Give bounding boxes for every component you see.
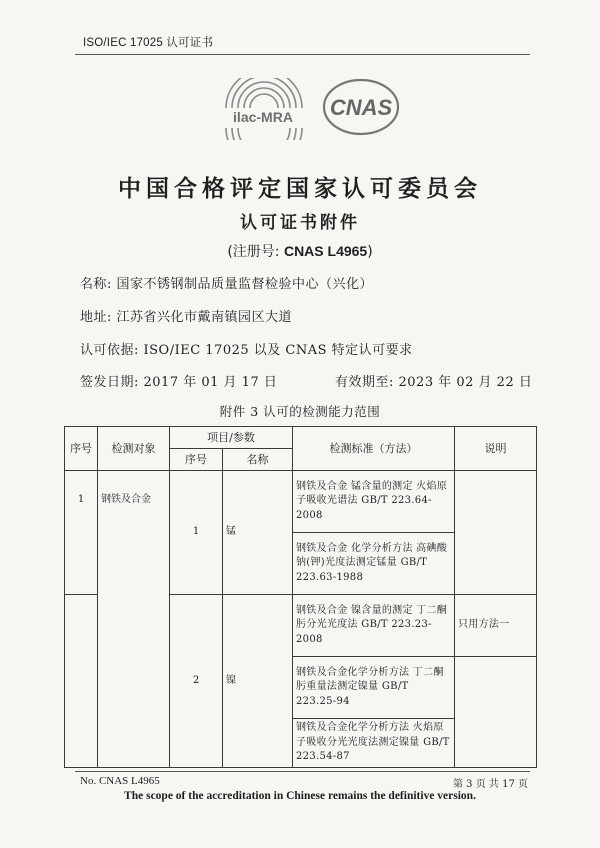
- issue-date: 签发日期: 2017 年 01 月 17 日: [80, 375, 278, 390]
- cnas-logo: [322, 78, 400, 136]
- remark-cell: 只用方法一: [455, 595, 537, 657]
- cnas-logo-text: CNAS: [329, 95, 393, 120]
- header-item-param: 项目/参数: [170, 427, 293, 449]
- footer-note: The scope of the accreditation in Chinese remains the definitive version.: [124, 790, 476, 802]
- table-caption: 附件 3 认可的检测能力范围: [219, 404, 381, 419]
- standard-cell: 钢铁及合金 化学分析方法 高碘酸钠(钾)光度法测定锰量 GB/T 223.63-1988: [293, 533, 455, 595]
- footer-divider: [75, 771, 530, 772]
- reg-no-suffix: ): [367, 244, 373, 260]
- item-seq: 2: [170, 595, 223, 768]
- standard-cell: 钢铁及合金化学分析方法 火焰原子吸收分光光度法测定镍量 GB/T 223.54-87: [293, 719, 455, 768]
- standard-cell: 钢铁及合金 镍含量的测定 丁二酮肟分光光度法 GB/T 223.23-2008: [293, 595, 455, 657]
- document-subtitle: 认可证书附件: [240, 213, 360, 233]
- header-seq: 序号: [65, 427, 98, 471]
- lab-name: 名称: 国家不锈钢制品质量监督检验中心（兴化）: [80, 277, 374, 292]
- accreditation-basis: 认可依据: ISO/IEC 17025 以及 CNAS 特定认可要求: [80, 343, 413, 358]
- standard-cell: 钢铁及合金 锰含量的测定 火焰原子吸收光谱法 GB/T 223.64-2008: [293, 471, 455, 533]
- footer-doc-number: No. CNAS L4965: [80, 775, 160, 787]
- item-seq: 1: [170, 471, 223, 595]
- scope-table: [64, 426, 537, 768]
- ilac-logo-text: ilac-MRA: [233, 109, 293, 125]
- remark-cell: [455, 471, 537, 595]
- table-row: [65, 471, 537, 533]
- reg-no-value: CNAS L4965: [283, 243, 368, 259]
- header-object: 检测对象: [98, 427, 170, 471]
- table-header-row: [65, 427, 537, 449]
- header-sub-name: 名称: [223, 449, 293, 471]
- row-seq: 1: [65, 471, 98, 595]
- document-title: 中国合格评定国家认可委员会: [118, 176, 482, 202]
- remark-cell: [455, 657, 537, 768]
- header-remark: 说明: [455, 427, 537, 471]
- standard-cell: 钢铁及合金化学分析方法 丁二酮肟重量法测定镍量 GB/T 223.25-94: [293, 657, 455, 719]
- row-object: 钢铁及合金: [98, 471, 170, 768]
- header-divider: [75, 54, 530, 55]
- registration-number: [0, 241, 600, 261]
- header-standard: 检测标准（方法）: [293, 427, 455, 471]
- header-text: ISO/IEC 17025 认可证书: [83, 37, 214, 49]
- item-name: 锰: [223, 471, 293, 595]
- header-sub-seq: 序号: [170, 449, 223, 471]
- row-seq-empty: [65, 595, 98, 768]
- footer-page-number: 第 3 页 共 17 页: [453, 779, 528, 790]
- item-name: 镍: [223, 595, 293, 768]
- reg-no-prefix: (注册号:: [227, 244, 284, 260]
- valid-until-date: 有效期至: 2023 年 02 月 22 日: [335, 375, 533, 390]
- lab-address: 地址: 江苏省兴化市戴南镇园区大道: [80, 310, 293, 325]
- ilac-mra-logo: [216, 78, 311, 140]
